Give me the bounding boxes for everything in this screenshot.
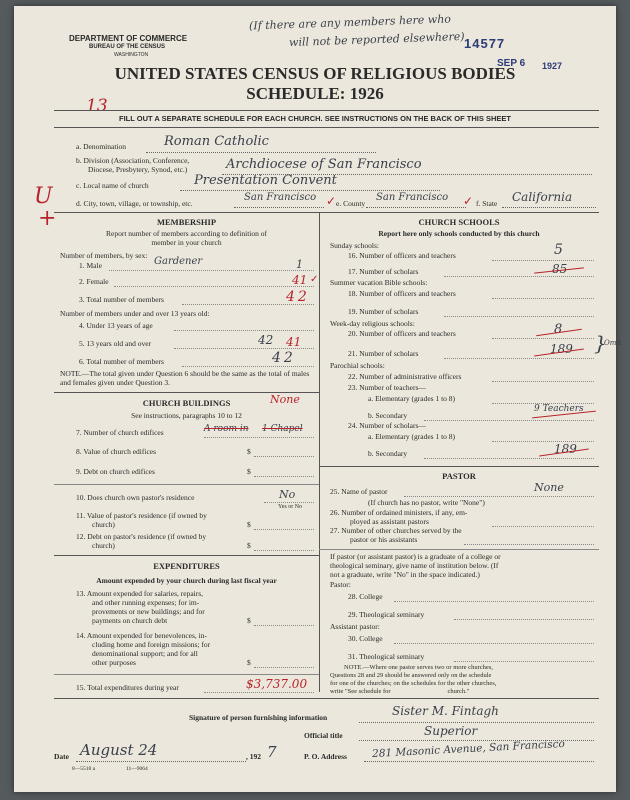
pastor-note-2: Questions 28 and 29 should be answered only on the schedule xyxy=(330,672,492,679)
row-7-note-2: 1 Chapel xyxy=(262,424,303,434)
form-code: 8—5518 a xyxy=(72,766,96,772)
row-13-dollar: $ xyxy=(247,616,251,625)
date-year-prefix: , 192 xyxy=(246,752,261,761)
row-15-value: $3,737.00 xyxy=(246,677,308,691)
row-2-value: 41 xyxy=(292,273,308,287)
row-23-label: 23. Number of teachers— xyxy=(348,383,426,392)
row-26-label-1: 26. Number of ordained ministers, if any, em- xyxy=(330,508,468,517)
county-value: San Francisco xyxy=(376,192,449,203)
row-25-label: 25. Name of pastor xyxy=(330,487,388,496)
row-10-sub: Yes or No xyxy=(278,504,303,510)
age-question-label: Number of members under and over 13 years old: xyxy=(60,309,210,318)
row-24a-label: a. Elementary (grades 1 to 8) xyxy=(368,432,456,441)
denomination-label: a. Denomination xyxy=(76,142,126,151)
pastor-sub-label: Pastor: xyxy=(330,580,351,589)
row-6-label: 6. Total number of members xyxy=(79,357,164,366)
row-15-label: 15. Total expenditures during year xyxy=(76,683,179,692)
row-3-label: 3. Total number of members xyxy=(79,295,164,304)
row-11-label-2: church) xyxy=(92,520,115,529)
po-address-value: 281 Masonic Avenue, San Francisco xyxy=(371,737,566,761)
denomination-value: Roman Catholic xyxy=(164,134,269,149)
check-mark-2: ✓ xyxy=(463,194,474,208)
row-7-label: 7. Number of church edifices xyxy=(76,428,164,437)
parochial-label: Parochial schools: xyxy=(330,361,385,370)
row-26-label-2: ployed as assistant pastors xyxy=(350,517,429,526)
pastor-note-3: for one of the churches; on the schedules for the other churches, xyxy=(330,680,497,687)
row-27-label-2: pastor or his assistants xyxy=(350,535,418,544)
membership-heading: MEMBERSHIP xyxy=(156,217,217,227)
row-9-dollar: $ xyxy=(247,467,251,476)
stamp-year: 1927 xyxy=(542,61,563,71)
buildings-sub: See instructions, paragraphs 10 to 12 xyxy=(131,411,242,420)
row-14-label-2: cluding home and foreign missions; for xyxy=(92,640,211,649)
row-11-dollar: $ xyxy=(247,520,251,529)
row-5-value-2: 41 xyxy=(286,335,302,349)
pastor-note-4: write "See schedule for church." xyxy=(330,688,470,695)
row-16-value: 5 xyxy=(554,242,563,258)
row-29-label: 29. Theological seminary xyxy=(348,610,425,619)
row-7-note: A room in xyxy=(204,424,249,434)
stamp-date: SEP 6 xyxy=(497,58,526,69)
row-5-value: 42 xyxy=(258,333,274,347)
row-1-note: Gardener xyxy=(154,256,203,267)
division-label: b. Division (Association, Conference, xyxy=(76,156,190,165)
row-30-label: 30. College xyxy=(348,634,383,643)
row-25-value: None xyxy=(534,481,564,494)
row-13-label-1: 13. Amount expended for salaries, repairs, xyxy=(76,589,204,598)
row-24b-label: b. Secondary xyxy=(368,449,408,458)
row-17-label: 17. Number of scholars xyxy=(348,267,419,276)
handwritten-note-1: (If there are any members here who xyxy=(248,12,452,33)
row-13-label-2: and other running expenses; for im- xyxy=(92,598,200,607)
membership-note: NOTE.—The total given under Question 6 should be the same as the total of males and females given under Question 3. xyxy=(60,369,310,387)
row-22-label: 22. Number of administrative officers xyxy=(348,372,462,381)
row-8-dollar: $ xyxy=(247,447,251,456)
graduate-note-1: If pastor (or assistant pastor) is a graduate of a college or xyxy=(330,552,501,561)
print-code: 11—9064 xyxy=(126,766,148,772)
row-6-value: 42 xyxy=(272,350,296,366)
row-23b-label: b. Secondary xyxy=(368,411,408,420)
row-8-label: 8. Value of church edifices xyxy=(76,447,157,456)
row-12-label-2: church) xyxy=(92,541,115,550)
buildings-none-note: None xyxy=(270,393,300,406)
omit-brace: } xyxy=(594,331,607,355)
local-name-value: Presentation Convent xyxy=(194,173,337,188)
weekday-label: Week-day religious schools: xyxy=(330,319,415,328)
row-14-label-3: denominational support; and for all xyxy=(92,649,198,658)
form-title: UNITED STATES CENSUS OF RELIGIOUS BODIES xyxy=(114,64,516,83)
row-11-label: 11. Value of pastor's residence (if owned by xyxy=(76,511,207,520)
row-12-label: 12. Debt on pastor's residence (if owned by xyxy=(76,532,207,541)
bureau-label: BUREAU OF THE CENSUS xyxy=(89,44,166,50)
expenditures-heading: EXPENDITURES xyxy=(153,561,220,571)
row-19-label: 19. Number of scholars xyxy=(348,307,419,316)
city-label: WASHINGTON xyxy=(114,52,149,58)
buildings-heading: CHURCH BUILDINGS xyxy=(142,398,231,408)
row-14-label-1: 14. Amount expended for benevolences, in- xyxy=(76,631,208,640)
row-5-label: 5. 13 years old and over xyxy=(79,339,152,348)
margin-mark-plus: + xyxy=(38,206,57,231)
row-20-label: 20. Number of officers and teachers xyxy=(348,329,456,338)
row-24-label: 24. Number of scholars— xyxy=(348,421,426,430)
schools-sub: Report here only schools conducted by this church xyxy=(378,229,540,238)
row-2-label: 2. Female xyxy=(79,277,109,286)
graduate-note-2: theological seminary, give name of institution below. (If xyxy=(330,561,499,570)
sunday-label: Sunday schools: xyxy=(330,241,379,250)
state-label: f. State xyxy=(476,199,498,208)
red-batch-number: 13 xyxy=(86,96,108,116)
pastor-note-1: NOTE.—Where one pastor serves two or more churches, xyxy=(344,664,493,671)
row-31-label: 31. Theological seminary xyxy=(348,652,425,661)
row-10-value: No xyxy=(279,488,296,501)
handwritten-note-2: will not be reported elsewhere) xyxy=(288,29,465,50)
assistant-sub-label: Assistant pastor: xyxy=(330,622,380,631)
row-13-label-4: payments on church debt xyxy=(92,616,168,625)
row-12-dollar: $ xyxy=(247,541,251,550)
local-name-label: c. Local name of church xyxy=(76,181,149,190)
pastor-heading: PASTOR xyxy=(442,471,476,481)
census-form-page xyxy=(14,6,622,792)
row-13-label-3: provements or new buildings; and for xyxy=(92,607,205,616)
row-24b-value: 189 xyxy=(554,442,577,456)
state-value: California xyxy=(512,190,573,204)
membership-sub-1: Report number of members according to definition of xyxy=(106,229,267,238)
county-label: e. County xyxy=(336,199,366,208)
row-27-label-1: 27. Number of other churches served by the xyxy=(330,526,462,535)
row-23a-label: a. Elementary (grades 1 to 8) xyxy=(368,394,456,403)
official-title-label: Official title xyxy=(304,731,343,740)
expenditures-sub: Amount expended by your church during last fiscal year xyxy=(96,576,277,585)
row-4-label: 4. Under 13 years of age xyxy=(79,321,153,330)
po-address-label: P. O. Address xyxy=(304,752,347,761)
signature-label: Signature of person furnishing information xyxy=(189,713,328,722)
date-label: Date xyxy=(54,752,69,761)
division-value: Archdiocese of San Francisco xyxy=(226,157,422,172)
graduate-note-3: not a graduate, write "No" in the space indicated.) xyxy=(330,570,480,579)
row-21-value: 189 xyxy=(550,342,573,356)
membership-sub-2: member in your church xyxy=(151,238,222,247)
date-year-value: 7 xyxy=(267,743,277,761)
row-17-value: 85 xyxy=(552,262,568,276)
division-label-2: Diocese, Presbytery, Synod, etc.) xyxy=(88,165,188,174)
row-1-value: 1 xyxy=(296,258,303,271)
margin-mark-u: U xyxy=(34,184,53,209)
date-value: August 24 xyxy=(80,741,158,759)
schools-heading: CHURCH SCHOOLS xyxy=(418,217,500,227)
schedule-title: SCHEDULE: 1926 xyxy=(246,84,384,103)
official-title-value: Superior xyxy=(424,724,478,738)
row-14-dollar: $ xyxy=(247,658,251,667)
stamp-number: 14577 xyxy=(464,36,506,51)
row-23b-value: 9 Teachers xyxy=(534,404,584,414)
row-1-label: 1. Male xyxy=(79,261,102,270)
row-21-omit-note: Omit xyxy=(604,339,622,347)
instruction-line: FILL OUT A SEPARATE SCHEDULE FOR EACH CHURCH. SEE INSTRUCTIONS ON THE BACK OF THIS SHEET xyxy=(119,114,511,123)
check-mark-3: ✓ xyxy=(310,274,319,285)
row-28-label: 28. College xyxy=(348,592,383,601)
by-sex-label: Number of members, by sex: xyxy=(60,251,148,260)
row-14-label-4: other purposes xyxy=(92,658,136,667)
signature-value: Sister M. Fintagh xyxy=(392,704,499,718)
row-10-label: 10. Does church own pastor's residence xyxy=(76,493,195,502)
row-21-label: 21. Number of scholars xyxy=(348,349,419,358)
check-mark-1: ✓ xyxy=(326,194,337,208)
row-25-sub: (If church has no pastor, write "None") xyxy=(368,498,485,507)
city-field-value: San Francisco xyxy=(244,192,317,203)
summer-label: Summer vacation Bible schools: xyxy=(330,278,428,287)
row-16-label: 16. Number of officers and teachers xyxy=(348,251,456,260)
row-18-label: 18. Number of officers and teachers xyxy=(348,289,456,298)
dept-label: DEPARTMENT OF COMMERCE xyxy=(69,34,188,43)
row-3-value: 42 xyxy=(286,289,310,305)
row-9-label: 9. Debt on church edifices xyxy=(76,467,155,476)
row-20-value: 8 xyxy=(554,322,563,337)
city-field-label: d. City, town, village, or township, etc. xyxy=(76,199,193,208)
